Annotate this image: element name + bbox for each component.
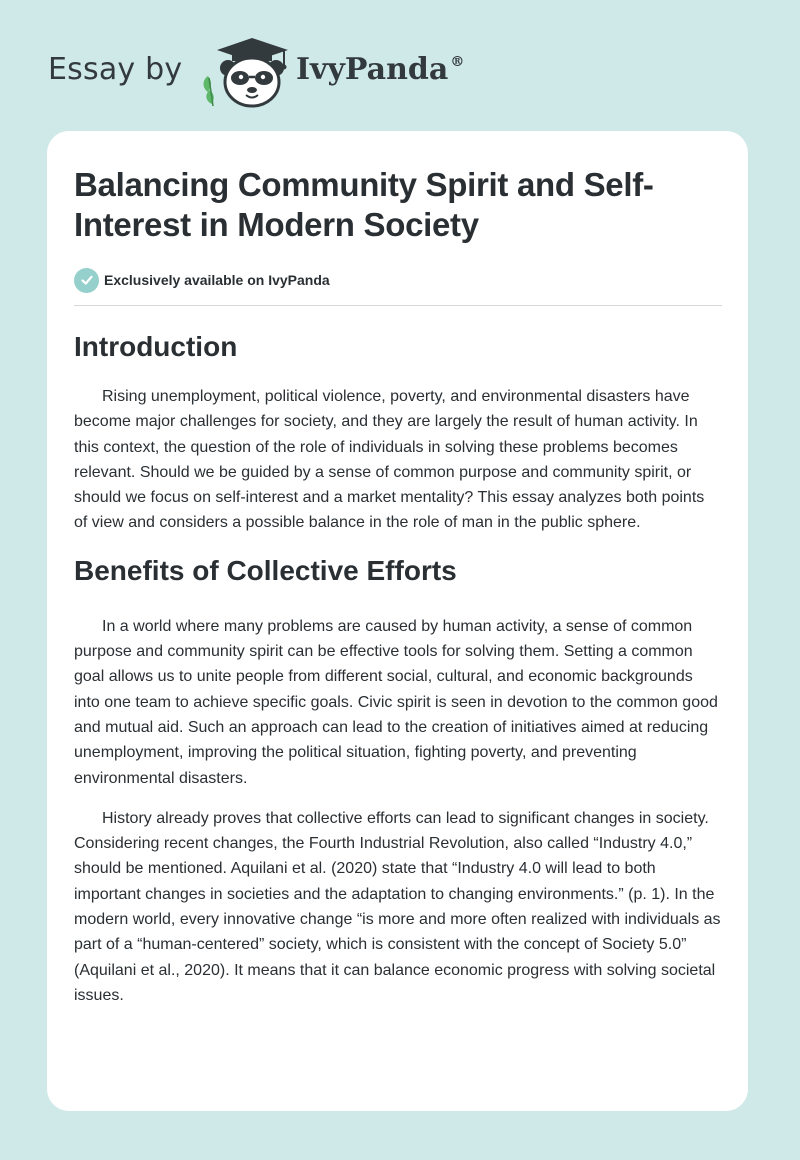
section-heading-introduction: Introduction	[74, 331, 238, 362]
panda-graduate-icon[interactable]	[200, 36, 290, 108]
essay-title: Balancing Community Spirit and Self-Interest in Modern Society	[74, 166, 654, 243]
title-divider	[74, 305, 722, 306]
introduction-paragraph: Rising unemployment, political violence, poverty, and environmental disasters have become major challenges for society, and they are largely the result of human activity. In this context, the question of the role of individuals in solving these problems becomes relevant. Should we be guided by a sense of common purpose and community spirit, or should we focus on self-interest and a market mentality? This essay analyzes both points of view and considers a possible balance in the role of man in the public sphere.	[74, 388, 705, 532]
essay-card	[47, 131, 748, 1111]
check-icon	[74, 268, 99, 293]
exclusive-badge-label: Exclusively available on IvyPanda	[104, 272, 330, 288]
brand-name: IvyPanda	[296, 52, 449, 87]
exclusive-badge	[74, 267, 722, 293]
essay-by-label: Essay by	[48, 52, 183, 87]
registered-mark: ®	[450, 54, 465, 70]
site-header	[0, 0, 800, 130]
brand-logo-text[interactable]	[296, 52, 464, 87]
section-heading-benefits: Benefits of Collective Efforts	[74, 554, 457, 586]
benefits-paragraph-2: History already proves that collective efforts can lead to significant changes in society. Considering recent changes, the Fourth Industrial Revolution, also called “Industry 4.0,” should be mentioned. Aquilani et al. (2020) state that “Industry 4.0 will lead to both important changes in societies and the adaptation to changing environments.” (p. 1). In the modern world, every innovative change “is more and more often realized with individuals as part of a “human-centered” society, which is consistent with the concept of Society 5.0” (Aquilani et al., 2020). It means that it can balance economic progress with solving societal issues.	[74, 809, 721, 1004]
benefits-paragraph-1: In a world where many problems are caused by human activity, a sense of common purpose and community spirit can be effective tools for solving them. Setting a common goal allows us to unite people from different social, cultural, and economic backgrounds into one team to achieve specific goals. Civic spirit is seen in devotion to the common good and mutual aid. Such an approach can lead to the creation of initiatives aimed at reducing unemployment, improving the political situation, fighting poverty, and preventing environmental disasters.	[74, 617, 718, 787]
